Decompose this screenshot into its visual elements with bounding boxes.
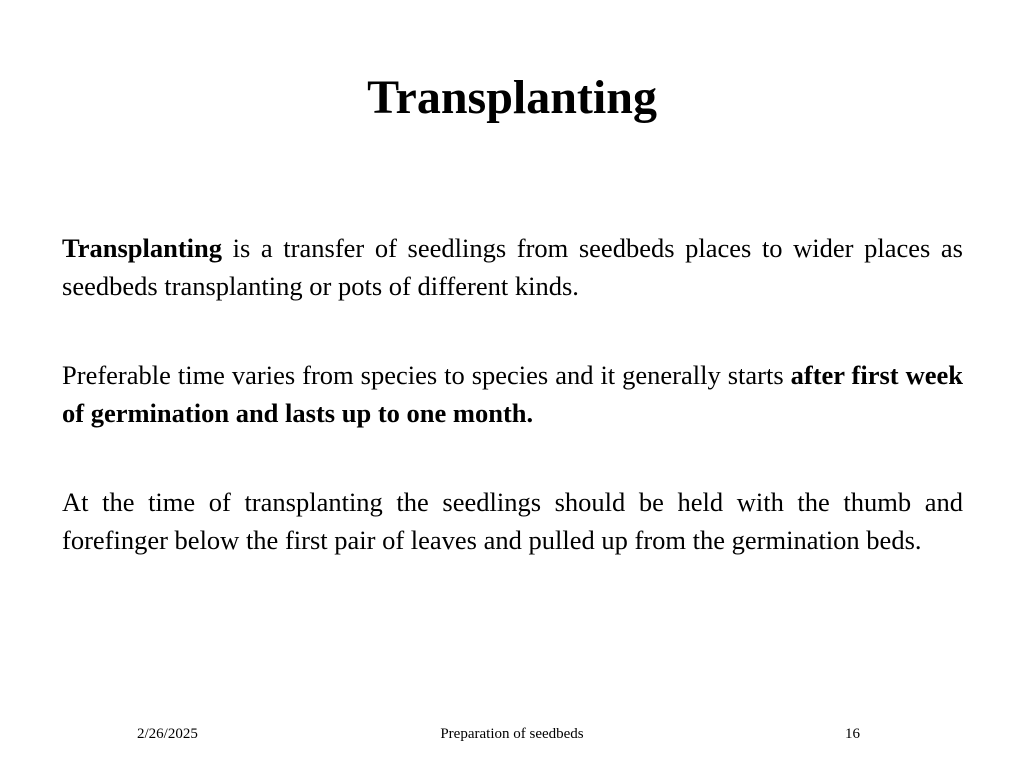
footer-page-number: 16 xyxy=(845,726,860,742)
slide-body xyxy=(62,230,963,559)
timing-text: Preferable time varies from species to species and it generally starts xyxy=(62,360,791,390)
footer-title: Preparation of seedbeds xyxy=(440,726,584,742)
footer-date: 2/26/2025 xyxy=(137,726,198,742)
term-bold: Transplanting xyxy=(62,233,223,263)
method-text: At the time of transplanting the seedlings should be held with the thumb and forefinger below the first pair of leaves and pulled up from the germination beds. xyxy=(62,487,963,555)
timing-bold: after first week of germination and lasts up to one month. xyxy=(62,360,963,428)
paragraph-definition xyxy=(62,230,963,305)
paragraph-timing xyxy=(62,357,963,432)
slide-title: Transplanting xyxy=(367,71,657,124)
definition-text: is a transfer of seedlings from seedbeds places to wider places as seedbeds transplanting or pots of different kinds. xyxy=(62,233,963,301)
paragraph-method xyxy=(62,484,963,559)
